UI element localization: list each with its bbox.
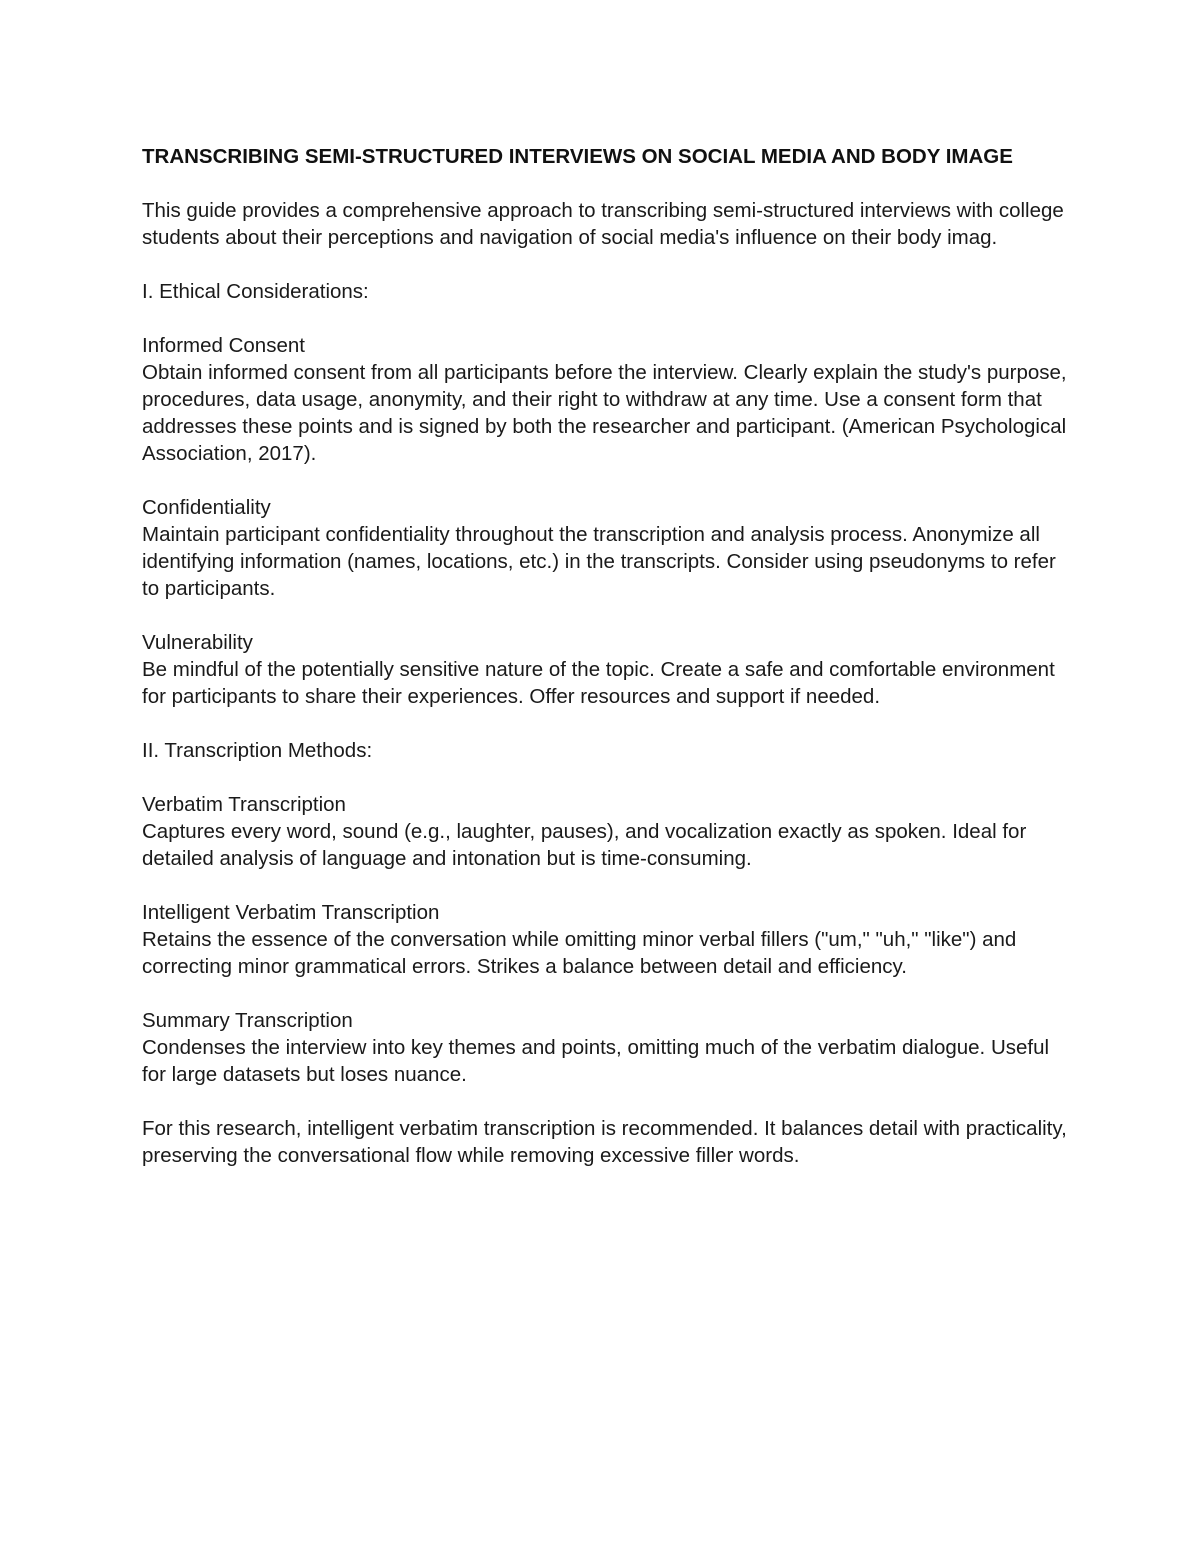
item-text: Be mindful of the potentially sensitive nature of the topic. Create a safe and comfortable environment for participants to share their experiences. Offer resources and support if needed. xyxy=(142,658,1055,708)
item-verbatim xyxy=(142,791,1072,872)
item-text: Obtain informed consent from all participants before the interview. Clearly explain the study's purpose, procedures, data usage, anonymity, and their right to withdraw at any time. Use a consent form that addresses these points and is signed by both the researcher and participant. (American Psychological Association, 2017). xyxy=(142,361,1067,465)
item-text: Captures every word, sound (e.g., laughter, pauses), and vocalization exactly as spoken. Ideal for detailed analysis of language and intonation but is time-consuming. xyxy=(142,820,1027,870)
item-informed-consent xyxy=(142,332,1072,467)
item-summary xyxy=(142,1007,1072,1088)
item-vulnerability xyxy=(142,629,1072,710)
intro-paragraph: This guide provides a comprehensive approach to transcribing semi-structured interviews with college students about their perceptions and navigation of social media's influence on their body imag. xyxy=(142,199,1064,249)
item-intelligent-verbatim xyxy=(142,899,1072,980)
item-text: Condenses the interview into key themes and points, omitting much of the verbatim dialogue. Useful for large datasets but loses nuance. xyxy=(142,1036,1050,1086)
conclusion-paragraph: For this research, intelligent verbatim transcription is recommended. It balances detail with practicality, preserving the conversational flow while removing excessive filler words. xyxy=(142,1117,1067,1167)
item-heading: Vulnerability xyxy=(142,631,253,654)
item-text: Retains the essence of the conversation while omitting minor verbal fillers ("um," "uh," "like") and correcting minor grammatical errors. Strikes a balance between detail and efficiency. xyxy=(142,928,1017,978)
section-heading-ethical: I. Ethical Considerations: xyxy=(142,280,369,303)
item-heading: Informed Consent xyxy=(142,334,305,357)
document-page xyxy=(142,143,1072,1196)
section-heading-methods: II. Transcription Methods: xyxy=(142,739,373,762)
item-confidentiality xyxy=(142,494,1072,602)
item-heading: Intelligent Verbatim Transcription xyxy=(142,901,440,924)
item-heading: Verbatim Transcription xyxy=(142,793,346,816)
item-text: Maintain participant confidentiality throughout the transcription and analysis process. Anonymize all identifying information (names, locations, etc.) in the transcripts. Consider using pseudonyms to refer to participants. xyxy=(142,523,1056,600)
item-heading: Confidentiality xyxy=(142,496,271,519)
document-title: TRANSCRIBING SEMI-STRUCTURED INTERVIEWS ON SOCIAL MEDIA AND BODY IMAGE xyxy=(142,145,1013,168)
item-heading: Summary Transcription xyxy=(142,1009,353,1032)
